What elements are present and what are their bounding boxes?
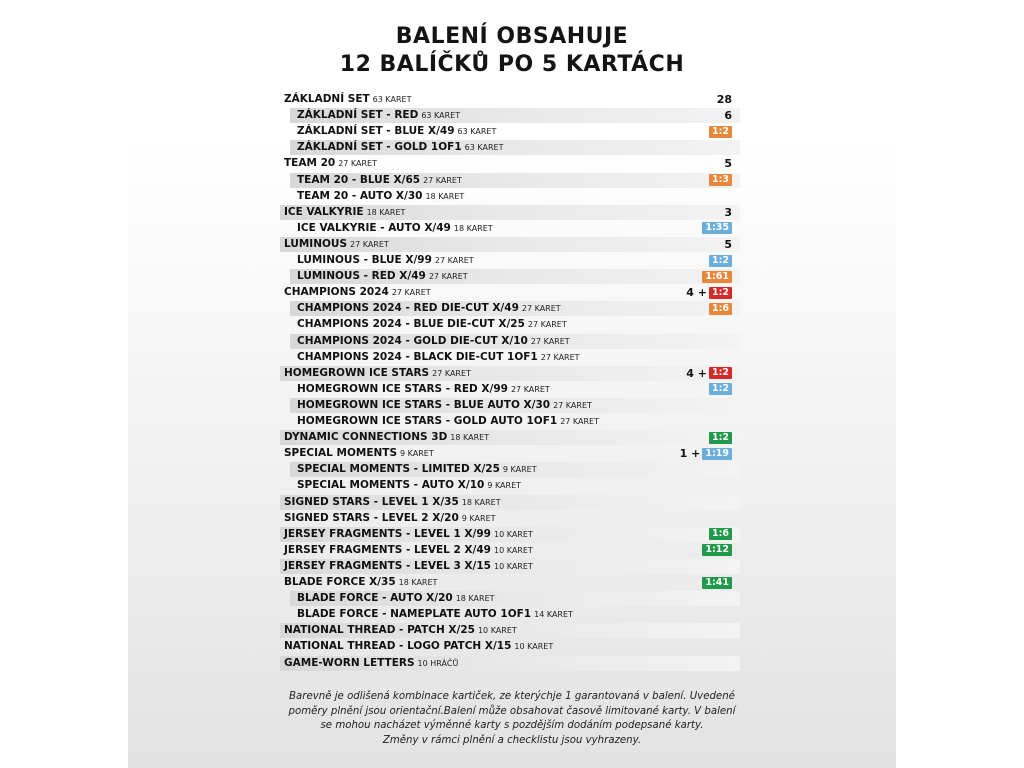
item-count: 63 KARET [421, 111, 461, 121]
list-item [297, 269, 468, 284]
item-name: HOMEGROWN ICE STARS - BLUE AUTO X/30 [297, 398, 551, 411]
item-name: TEAM 20 [284, 157, 336, 170]
item-name: LUMINOUS - RED X/49 [297, 270, 426, 283]
note-line-3: se mohou nacházet výměnné karty s pozdějším dodáním podepsané karty. [320, 720, 704, 732]
item-name: ICE VALKYRIE - AUTO X/49 [297, 221, 451, 234]
item-count: 18 KARET [450, 433, 490, 443]
ratio-badge: 1:6 [709, 528, 732, 540]
note-line-2: poměry plnění jsou orientační.Balení může obsahovat časově limitované karty. V balení [288, 705, 736, 717]
pack-count: 3 [724, 205, 732, 219]
item-name: NATIONAL THREAD - LOGO PATCH X/15 [284, 640, 512, 653]
list-item [297, 607, 573, 622]
pack-count: 4 + [686, 286, 707, 300]
ratio-badge: 1:35 [702, 222, 732, 234]
item-ratio [724, 156, 732, 171]
list-item [297, 253, 474, 268]
list-item [284, 366, 471, 381]
item-name: ZÁKLADNÍ SET - RED [297, 109, 419, 122]
list-item [284, 543, 533, 558]
item-ratio [702, 221, 732, 236]
item-name: SPECIAL MOMENTS - LIMITED X/25 [297, 463, 500, 476]
item-name: JERSEY FRAGMENTS - LEVEL 1 X/99 [284, 527, 491, 540]
item-count: 63 KARET [457, 127, 497, 137]
item-name: CHAMPIONS 2024 - GOLD DIE-CUT X/10 [297, 334, 528, 347]
list-item [297, 350, 580, 365]
item-count: 27 KARET [521, 304, 561, 314]
item-ratio [709, 527, 732, 542]
item-count: 18 KARET [366, 207, 406, 217]
item-ratio [709, 301, 732, 316]
item-name: HOMEGROWN ICE STARS - GOLD AUTO 1OF1 [297, 415, 558, 427]
item-name: ZÁKLADNÍ SET - BLUE X/49 [297, 125, 455, 138]
list-item [284, 656, 458, 671]
item-name: JERSEY FRAGMENTS - LEVEL 3 X/15 [284, 559, 491, 572]
item-count: 10 KARET [514, 642, 554, 652]
list-item [297, 301, 561, 316]
item-name: CHAMPIONS 2024 - BLUE DIE-CUT X/25 [297, 318, 525, 331]
item-ratio [686, 366, 732, 381]
item-count: 27 KARET [391, 288, 431, 298]
list-item [284, 430, 489, 445]
list-item [297, 414, 599, 429]
item-count: 10 KARET [493, 561, 533, 571]
item-count: 18 KARET [425, 191, 465, 201]
item-ratio [702, 543, 732, 558]
item-count: 27 KARET [432, 368, 471, 378]
item-ratio [709, 124, 732, 139]
item-name: SIGNED STARS - LEVEL 1 X/35 [284, 495, 459, 508]
list-item [284, 156, 377, 171]
item-name: ZÁKLADNÍ SET [284, 93, 370, 105]
item-name: CHAMPIONS 2024 - RED DIE-CUT X/49 [297, 302, 519, 315]
item-ratio [702, 575, 732, 590]
item-count: 27 KARET [510, 384, 550, 394]
pack-count: 1 + [679, 447, 701, 461]
list-item [284, 92, 411, 107]
item-ratio [717, 92, 732, 107]
item-count: 14 KARET [534, 610, 573, 620]
item-name: BLADE FORCE - AUTO X/20 [297, 592, 453, 605]
pack-count: 28 [716, 93, 732, 106]
item-name: SIGNED STARS - LEVEL 2 X/20 [284, 511, 459, 524]
item-name: TEAM 20 - BLUE X/65 [297, 173, 421, 186]
item-ratio [724, 205, 732, 220]
note-line-1: Barevně je odlišená kombinace kartiček, ze kterýchje 1 garantovaná v balení. Uvedené [289, 691, 735, 702]
item-name: CHAMPIONS 2024 - BLACK DIE-CUT 1OF1 [297, 350, 538, 363]
list-item [297, 382, 550, 397]
item-name: BLADE FORCE - NAMEPLATE AUTO 1OF1 [297, 608, 532, 621]
list-item [297, 124, 496, 139]
item-name: LUMINOUS [284, 237, 347, 250]
item-count: 27 KARET [560, 417, 599, 426]
list-item [297, 591, 495, 606]
ratio-badge: 1:61 [702, 271, 732, 283]
pack-count: 5 [724, 237, 732, 251]
ratio-badge: 1:19 [702, 448, 732, 460]
item-name: SPECIAL MOMENTS [284, 447, 398, 460]
item-name: GAME-WORN LETTERS [284, 656, 415, 669]
title-line-1: BALENÍ OBSAHUJE [395, 24, 629, 49]
item-ratio [724, 108, 732, 123]
item-name: CHAMPIONS 2024 [284, 286, 389, 299]
list-item [297, 189, 464, 204]
item-count: 27 KARET [527, 320, 567, 330]
item-count: 10 KARET [477, 626, 517, 636]
list-item [284, 527, 533, 542]
item-ratio [724, 237, 732, 252]
item-count: 27 KARET [434, 256, 474, 265]
list-item [284, 495, 501, 510]
ratio-badge: 1:12 [702, 544, 732, 556]
item-name: TEAM 20 - AUTO X/30 [297, 189, 423, 202]
item-count: 10 HRÁČŮ [417, 658, 459, 668]
item-count: 9 KARET [487, 481, 522, 491]
item-count: 27 KARET [338, 159, 377, 169]
item-count: 27 KARET [423, 175, 462, 185]
list-item [284, 511, 496, 526]
ratio-badge: 1:6 [709, 303, 732, 315]
list-item [284, 575, 437, 590]
item-count: 63 KARET [464, 143, 504, 153]
list-item [297, 108, 460, 123]
ratio-badge: 1:41 [702, 577, 732, 589]
item-count: 63 KARET [372, 95, 412, 104]
item-name: BLADE FORCE X/35 [284, 576, 396, 588]
item-name: HOMEGROWN ICE STARS [284, 366, 430, 379]
item-count: 27 KARET [540, 352, 580, 362]
item-count: 27 KARET [553, 400, 592, 410]
ratio-badge: 1:2 [709, 383, 732, 395]
item-name: ICE VALKYRIE [284, 205, 364, 218]
ratio-badge: 1:2 [709, 287, 732, 299]
list-item [284, 285, 431, 300]
item-ratio [709, 173, 732, 188]
item-count: 27 KARET [428, 272, 468, 282]
ratio-badge: 1:2 [709, 367, 732, 379]
list-item [297, 334, 570, 349]
list-item [297, 398, 592, 413]
item-name: ZÁKLADNÍ SET - GOLD 1OF1 [297, 141, 462, 154]
item-name: DYNAMIC CONNECTIONS 3D [284, 431, 448, 444]
list-item [297, 173, 462, 188]
pack-count: 5 [724, 157, 732, 171]
item-name: NATIONAL THREAD - PATCH X/25 [284, 624, 475, 637]
list-item [297, 221, 493, 236]
list-item [284, 205, 405, 220]
ratio-badge: 1:2 [709, 126, 732, 138]
list-item [284, 623, 517, 638]
list-item [284, 559, 533, 574]
ratio-badge: 1:2 [709, 432, 732, 444]
item-ratio [702, 269, 732, 284]
item-count: 27 KARET [350, 239, 389, 249]
pack-count: 4 + [686, 366, 707, 380]
item-ratio [709, 430, 732, 445]
list-item [284, 639, 553, 654]
disclaimer-note [262, 690, 762, 748]
item-count: 18 KARET [398, 578, 438, 587]
title-line-2: 12 BALÍČKŮ PO 5 KARTÁCH [339, 52, 685, 77]
item-count: 9 KARET [461, 513, 496, 523]
list-item [284, 237, 389, 252]
item-count: 18 KARET [453, 223, 493, 233]
item-count: 9 KARET [400, 449, 434, 459]
ratio-badge: 1:3 [709, 174, 732, 186]
list-item [297, 462, 537, 477]
item-count: 9 KARET [502, 465, 537, 475]
note-line-4: Změny v rámci plnění a checklistu jsou vyhrazeny. [382, 734, 642, 746]
item-ratio [709, 253, 732, 268]
list-item [297, 317, 567, 332]
item-count: 10 KARET [493, 529, 533, 539]
item-count: 18 KARET [461, 497, 501, 507]
ratio-badge: 1:2 [709, 255, 732, 267]
item-count: 27 KARET [530, 336, 570, 346]
list-item [284, 446, 434, 461]
item-name: JERSEY FRAGMENTS - LEVEL 2 X/49 [284, 543, 491, 556]
list-item [297, 140, 503, 155]
pack-count: 6 [724, 109, 732, 123]
item-name: SPECIAL MOMENTS - AUTO X/10 [297, 479, 485, 492]
item-count: 18 KARET [455, 594, 495, 604]
item-name: HOMEGROWN ICE STARS - RED X/99 [297, 382, 508, 395]
item-ratio [680, 446, 732, 461]
list-item [297, 478, 521, 493]
item-name: LUMINOUS - BLUE X/99 [297, 254, 432, 266]
item-ratio [686, 285, 732, 300]
item-ratio [709, 382, 732, 397]
item-count: 10 KARET [493, 545, 533, 555]
